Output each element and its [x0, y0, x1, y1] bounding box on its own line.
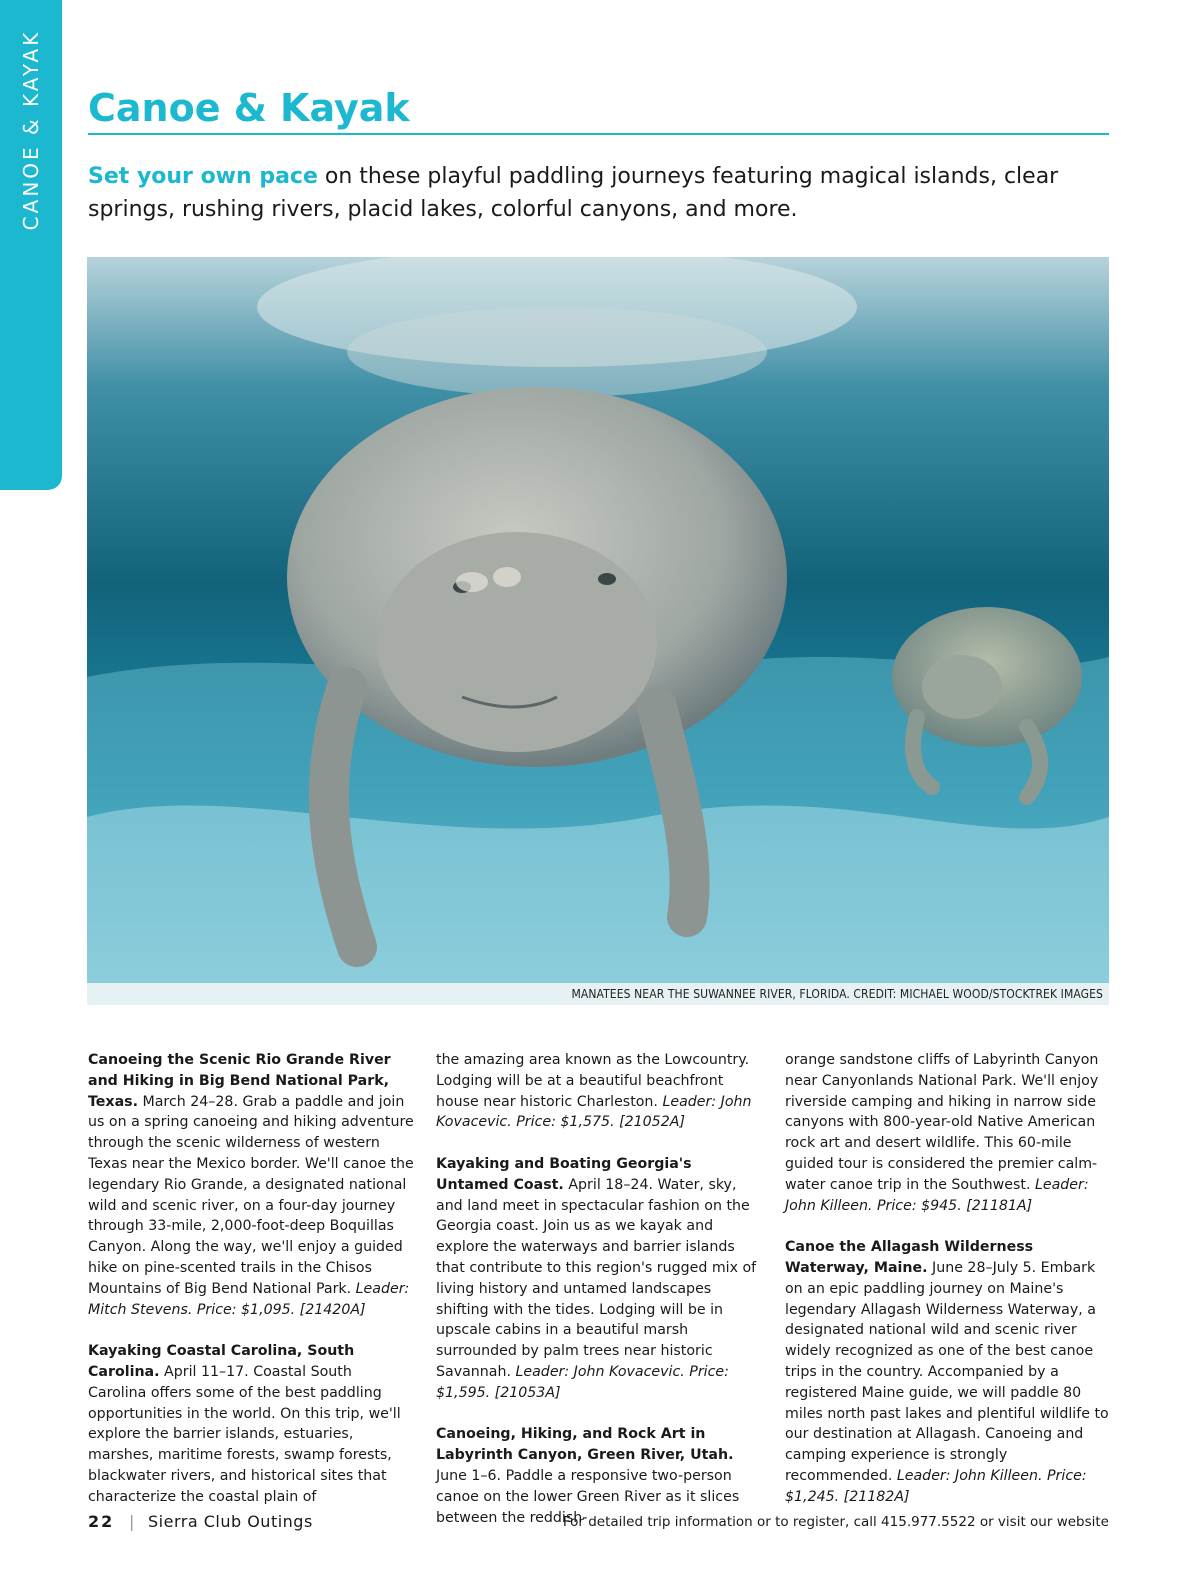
trip-title: Kayaking Coastal Carolina, South Carolina. [88, 1343, 355, 1380]
trip-title: Kayaking and Boating Georgia's Untamed Coast. [436, 1155, 692, 1193]
trip-body: orange sandstone cliffs of Labyrinth Canyon near Canyonlands National Park. We'll enjoy riverside camping and hiking in narrow side canyons with 800-year-old Native American rock art and desert wildlife. This 60-mile guided tour is considered the premier calm-water canoe trip in the Southwest. [785, 1052, 1099, 1193]
publication-name: Sierra Club Outings [148, 1512, 313, 1531]
text-column-2 [436, 1050, 762, 1549]
intro-text: on these playful paddling journeys featuring magical islands, clear springs, rushing rivers, placid lakes, colorful canyons, and more. [88, 164, 1059, 222]
trip-leader-price: Leader: John Killeen. Price: $945. [21181A] [785, 1176, 1089, 1214]
trip-body: June 1–6. Paddle a responsive two-person canoe on the lower Green River as it slices between the reddish- [436, 1467, 740, 1526]
trip-labyrinth-continued [785, 1050, 1111, 1216]
trip-body: the amazing area known as the Lowcountry. Lodging will be at a beautiful beachfront house near historic Charleston. [436, 1052, 750, 1110]
trip-georgia [436, 1154, 762, 1404]
text-column-1 [88, 1050, 414, 1528]
title-divider [88, 133, 1109, 135]
trip-body: April 11–17. Coastal South Carolina offers some of the best paddling opportunities in the world. On this trip, we'll explore the barrier islands, estuaries, marshes, maritime forests, swamp forests, blackwater rivers, and historical sites that characterize the coastal plain of [88, 1363, 401, 1505]
trip-rio-grande [88, 1050, 414, 1320]
page-number: 22 [88, 1512, 115, 1531]
manatee-photo [87, 257, 1109, 983]
trip-carolina [88, 1341, 414, 1507]
trip-labyrinth [436, 1424, 762, 1528]
trip-title: Canoeing, Hiking, and Rock Art in Labyrinth Canyon, Green River, Utah. [436, 1426, 734, 1464]
trip-leader-price: Leader: John Kovacevic. Price: $1,595. [21053A] [436, 1363, 729, 1401]
trip-body: June 28–July 5. Embark on an epic paddling journey on Maine's legendary Allagash Wilderness Waterway, a designated national wild and scenic river widely recognized as one of the best canoe trips in the country. Accompanied by a registered Maine guide, we will paddle 80 miles north past lakes and plentiful wildlife to our destination at Allagash. Canoeing and camping experience is strongly recommended. [785, 1259, 1109, 1484]
photo-caption-bar [87, 983, 1109, 1005]
trip-title: Canoe the Allagash Wilderness Waterway, Maine. [785, 1239, 1034, 1276]
footer-separator: | [129, 1512, 135, 1531]
photo-caption: MANATEES NEAR THE SUWANNEE RIVER, FLORIDA. CREDIT: MICHAEL WOOD/STOCKTREK IMAGES [571, 987, 1103, 1001]
section-tab-label: CANOE & KAYAK [19, 29, 43, 231]
trip-leader-price: Leader: John Killeen. Price: $1,245. [21182A] [785, 1467, 1087, 1505]
intro-paragraph [88, 160, 1118, 226]
text-column-3 [785, 1050, 1111, 1528]
trip-title: Canoeing the Scenic Rio Grande River and Hiking in Big Bend National Park, Texas. [88, 1052, 391, 1110]
trip-body: April 18–24. Water, sky, and land meet in spectacular fashion on the Georgia coast. Join us as we kayak and explore the waterways and barrier islands that contribute to this region's rugged mix of living history and untamed landscapes shifting with the tides. Lodging will be in upscale cabins in a beautiful marsh surrounded by palm trees near historic Savannah. [436, 1176, 757, 1380]
intro-lead: Set your own pace [88, 164, 318, 189]
trip-leader-price: Leader: Mitch Stevens. Price: $1,095. [21420A] [88, 1280, 410, 1318]
trip-body: March 24–28. Grab a paddle and join us on a spring canoeing and hiking adventure through the scenic wilderness of western Texas near the Mexico border. We'll canoe the legendary Rio Grande, a designated national wild and scenic river, on a four-day journey through 33-mile, 2,000-foot-deep Boquillas Canyon. Along the way, we'll enjoy a guided hike on pine-scented trails in the Chisos Mountains of Big Bend National Park. [88, 1093, 414, 1297]
registration-info: For detailed trip information or to register, call 415.977.5522 or visit our website [562, 1514, 1109, 1530]
trip-allagash [785, 1237, 1111, 1507]
page-title: Canoe & Kayak [88, 86, 410, 130]
section-tab [0, 0, 62, 490]
trip-leader-price: Leader: John Kovacevic. Price: $1,575. [21052A] [436, 1093, 752, 1131]
trip-carolina-continued [436, 1050, 762, 1133]
